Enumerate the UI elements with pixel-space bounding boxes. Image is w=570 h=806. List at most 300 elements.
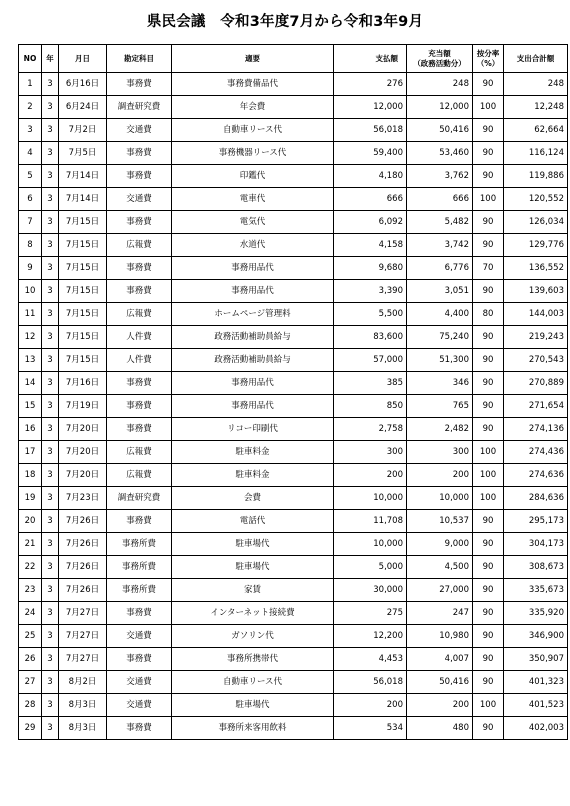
cell-account: 事務費 <box>107 142 172 165</box>
cell-date: 7月5日 <box>59 142 107 165</box>
cell-allocated: 6,776 <box>407 257 473 280</box>
cell-year: 3 <box>42 372 59 395</box>
cell-date: 7月15日 <box>59 234 107 257</box>
cell-date: 7月15日 <box>59 257 107 280</box>
cell-year: 3 <box>42 579 59 602</box>
cell-no: 28 <box>19 694 42 717</box>
cell-total: 126,034 <box>504 211 568 234</box>
cell-account: 事務費 <box>107 510 172 533</box>
cell-allocated: 53,460 <box>407 142 473 165</box>
cell-no: 23 <box>19 579 42 602</box>
cell-payment: 534 <box>334 717 407 740</box>
cell-date: 8月2日 <box>59 671 107 694</box>
cell-no: 8 <box>19 234 42 257</box>
cell-date: 6月24日 <box>59 96 107 119</box>
cell-summary: ガソリン代 <box>172 625 334 648</box>
table-row <box>19 487 568 510</box>
cell-ratio: 90 <box>473 142 504 165</box>
cell-no: 17 <box>19 441 42 464</box>
cell-year: 3 <box>42 280 59 303</box>
cell-allocated: 50,416 <box>407 119 473 142</box>
cell-summary: 駐車料金 <box>172 441 334 464</box>
cell-payment: 57,000 <box>334 349 407 372</box>
cell-date: 7月16日 <box>59 372 107 395</box>
cell-account: 事務費 <box>107 602 172 625</box>
cell-year: 3 <box>42 464 59 487</box>
cell-year: 3 <box>42 165 59 188</box>
table-row <box>19 211 568 234</box>
cell-summary: 事務用品代 <box>172 280 334 303</box>
cell-no: 11 <box>19 303 42 326</box>
cell-allocated: 3,762 <box>407 165 473 188</box>
cell-payment: 10,000 <box>334 487 407 510</box>
table-row <box>19 234 568 257</box>
cell-ratio: 90 <box>473 625 504 648</box>
cell-summary: 事務所携帯代 <box>172 648 334 671</box>
cell-total: 274,136 <box>504 418 568 441</box>
cell-year: 3 <box>42 648 59 671</box>
cell-no: 15 <box>19 395 42 418</box>
cell-allocated: 51,300 <box>407 349 473 372</box>
cell-total: 116,124 <box>504 142 568 165</box>
cell-account: 広報費 <box>107 303 172 326</box>
cell-payment: 5,000 <box>334 556 407 579</box>
cell-date: 7月27日 <box>59 648 107 671</box>
cell-no: 13 <box>19 349 42 372</box>
cell-payment: 12,200 <box>334 625 407 648</box>
cell-allocated: 50,416 <box>407 671 473 694</box>
cell-total: 335,920 <box>504 602 568 625</box>
cell-summary: 駐車場代 <box>172 533 334 556</box>
cell-payment: 5,500 <box>334 303 407 326</box>
header-row <box>19 45 568 73</box>
cell-year: 3 <box>42 556 59 579</box>
cell-total: 284,636 <box>504 487 568 510</box>
cell-summary: 年会費 <box>172 96 334 119</box>
cell-summary: 家賃 <box>172 579 334 602</box>
table-row <box>19 418 568 441</box>
cell-total: 144,003 <box>504 303 568 326</box>
ledger-body <box>19 73 568 740</box>
cell-no: 1 <box>19 73 42 96</box>
cell-year: 3 <box>42 119 59 142</box>
cell-no: 2 <box>19 96 42 119</box>
cell-total: 139,603 <box>504 280 568 303</box>
cell-summary: 電気代 <box>172 211 334 234</box>
cell-ratio: 90 <box>473 556 504 579</box>
cell-date: 7月20日 <box>59 441 107 464</box>
cell-no: 21 <box>19 533 42 556</box>
header-allocated-line1: 充当額 <box>428 48 451 58</box>
cell-date: 7月15日 <box>59 326 107 349</box>
cell-ratio: 80 <box>473 303 504 326</box>
cell-ratio: 100 <box>473 487 504 510</box>
cell-payment: 850 <box>334 395 407 418</box>
cell-allocated: 480 <box>407 717 473 740</box>
cell-account: 交通費 <box>107 188 172 211</box>
cell-no: 6 <box>19 188 42 211</box>
cell-date: 7月2日 <box>59 119 107 142</box>
table-row <box>19 556 568 579</box>
cell-account: 広報費 <box>107 441 172 464</box>
cell-no: 4 <box>19 142 42 165</box>
cell-year: 3 <box>42 257 59 280</box>
cell-account: 事務所費 <box>107 556 172 579</box>
cell-payment: 275 <box>334 602 407 625</box>
cell-no: 29 <box>19 717 42 740</box>
cell-total: 304,173 <box>504 533 568 556</box>
cell-account: 人件費 <box>107 349 172 372</box>
cell-account: 事務費 <box>107 717 172 740</box>
cell-account: 交通費 <box>107 671 172 694</box>
cell-ratio: 90 <box>473 510 504 533</box>
cell-payment: 10,000 <box>334 533 407 556</box>
cell-total: 271,654 <box>504 395 568 418</box>
cell-summary: 駐車場代 <box>172 694 334 717</box>
cell-date: 7月14日 <box>59 188 107 211</box>
cell-account: 事務費 <box>107 257 172 280</box>
cell-ratio: 90 <box>473 717 504 740</box>
cell-year: 3 <box>42 694 59 717</box>
table-row <box>19 119 568 142</box>
cell-date: 6月16日 <box>59 73 107 96</box>
cell-summary: 事務所来客用飲料 <box>172 717 334 740</box>
table-row <box>19 602 568 625</box>
cell-summary: 駐車場代 <box>172 556 334 579</box>
cell-summary: ホームページ管理料 <box>172 303 334 326</box>
cell-payment: 56,018 <box>334 119 407 142</box>
cell-date: 7月27日 <box>59 625 107 648</box>
cell-year: 3 <box>42 487 59 510</box>
cell-no: 22 <box>19 556 42 579</box>
cell-no: 16 <box>19 418 42 441</box>
cell-allocated: 200 <box>407 464 473 487</box>
cell-total: 120,552 <box>504 188 568 211</box>
cell-year: 3 <box>42 96 59 119</box>
cell-payment: 4,158 <box>334 234 407 257</box>
cell-allocated: 4,500 <box>407 556 473 579</box>
cell-account: 事務費 <box>107 372 172 395</box>
header-no: NO <box>19 45 42 73</box>
table-row <box>19 165 568 188</box>
cell-account: 広報費 <box>107 234 172 257</box>
header-account: 勘定科目 <box>107 45 172 73</box>
cell-allocated: 75,240 <box>407 326 473 349</box>
cell-date: 7月20日 <box>59 418 107 441</box>
cell-allocated: 346 <box>407 372 473 395</box>
cell-allocated: 10,537 <box>407 510 473 533</box>
table-row <box>19 349 568 372</box>
cell-allocated: 12,000 <box>407 96 473 119</box>
cell-allocated: 4,400 <box>407 303 473 326</box>
cell-no: 3 <box>19 119 42 142</box>
table-row <box>19 625 568 648</box>
cell-summary: インターネット接続費 <box>172 602 334 625</box>
cell-no: 10 <box>19 280 42 303</box>
cell-date: 7月23日 <box>59 487 107 510</box>
cell-summary: 印鑑代 <box>172 165 334 188</box>
table-row <box>19 717 568 740</box>
cell-payment: 59,400 <box>334 142 407 165</box>
cell-year: 3 <box>42 349 59 372</box>
cell-ratio: 100 <box>473 694 504 717</box>
cell-year: 3 <box>42 73 59 96</box>
cell-payment: 276 <box>334 73 407 96</box>
cell-allocated: 5,482 <box>407 211 473 234</box>
table-row <box>19 671 568 694</box>
cell-summary: 電話代 <box>172 510 334 533</box>
cell-no: 18 <box>19 464 42 487</box>
cell-date: 7月15日 <box>59 303 107 326</box>
cell-total: 136,552 <box>504 257 568 280</box>
table-row <box>19 579 568 602</box>
cell-total: 274,636 <box>504 464 568 487</box>
cell-total: 401,523 <box>504 694 568 717</box>
cell-payment: 200 <box>334 694 407 717</box>
cell-ratio: 90 <box>473 579 504 602</box>
cell-account: 調査研究費 <box>107 96 172 119</box>
table-row <box>19 188 568 211</box>
cell-allocated: 3,742 <box>407 234 473 257</box>
cell-summary: 自動車リース代 <box>172 671 334 694</box>
cell-ratio: 90 <box>473 280 504 303</box>
cell-allocated: 10,980 <box>407 625 473 648</box>
cell-total: 62,664 <box>504 119 568 142</box>
cell-year: 3 <box>42 441 59 464</box>
cell-account: 交通費 <box>107 119 172 142</box>
cell-date: 7月14日 <box>59 165 107 188</box>
cell-summary: 自動車リース代 <box>172 119 334 142</box>
cell-year: 3 <box>42 142 59 165</box>
header-payment: 支払額 <box>334 45 407 73</box>
cell-payment: 6,092 <box>334 211 407 234</box>
cell-year: 3 <box>42 234 59 257</box>
cell-ratio: 90 <box>473 326 504 349</box>
cell-summary: 会費 <box>172 487 334 510</box>
cell-account: 調査研究費 <box>107 487 172 510</box>
cell-date: 7月26日 <box>59 579 107 602</box>
cell-allocated: 765 <box>407 395 473 418</box>
cell-no: 9 <box>19 257 42 280</box>
cell-account: 広報費 <box>107 464 172 487</box>
cell-account: 交通費 <box>107 694 172 717</box>
cell-year: 3 <box>42 211 59 234</box>
cell-ratio: 100 <box>473 464 504 487</box>
header-ratio <box>473 45 504 73</box>
table-row <box>19 372 568 395</box>
cell-allocated: 666 <box>407 188 473 211</box>
cell-total: 295,173 <box>504 510 568 533</box>
cell-no: 20 <box>19 510 42 533</box>
header-year: 年 <box>42 45 59 73</box>
cell-payment: 30,000 <box>334 579 407 602</box>
cell-date: 7月15日 <box>59 349 107 372</box>
cell-payment: 12,000 <box>334 96 407 119</box>
cell-total: 119,886 <box>504 165 568 188</box>
cell-year: 3 <box>42 418 59 441</box>
cell-no: 27 <box>19 671 42 694</box>
cell-payment: 56,018 <box>334 671 407 694</box>
cell-ratio: 90 <box>473 119 504 142</box>
header-date: 月日 <box>59 45 107 73</box>
cell-year: 3 <box>42 326 59 349</box>
cell-allocated: 200 <box>407 694 473 717</box>
cell-ratio: 100 <box>473 188 504 211</box>
cell-year: 3 <box>42 671 59 694</box>
cell-ratio: 90 <box>473 671 504 694</box>
cell-no: 14 <box>19 372 42 395</box>
cell-no: 24 <box>19 602 42 625</box>
cell-date: 7月20日 <box>59 464 107 487</box>
table-row <box>19 510 568 533</box>
cell-summary: 駐車料金 <box>172 464 334 487</box>
cell-allocated: 2,482 <box>407 418 473 441</box>
cell-payment: 11,708 <box>334 510 407 533</box>
table-row <box>19 326 568 349</box>
cell-date: 7月19日 <box>59 395 107 418</box>
cell-account: 事務費 <box>107 280 172 303</box>
cell-total: 270,543 <box>504 349 568 372</box>
cell-ratio: 90 <box>473 73 504 96</box>
cell-total: 248 <box>504 73 568 96</box>
header-ratio-line1: 按分率 <box>476 48 500 58</box>
cell-summary: 事務用品代 <box>172 372 334 395</box>
table-row <box>19 303 568 326</box>
cell-allocated: 3,051 <box>407 280 473 303</box>
header-ratio-line2: （%） <box>476 58 500 68</box>
cell-total: 270,889 <box>504 372 568 395</box>
cell-no: 25 <box>19 625 42 648</box>
cell-summary: 事務用品代 <box>172 395 334 418</box>
table-row <box>19 96 568 119</box>
cell-total: 219,243 <box>504 326 568 349</box>
cell-year: 3 <box>42 303 59 326</box>
header-allocated-line2: （政務活動分） <box>413 58 466 68</box>
cell-ratio: 90 <box>473 602 504 625</box>
cell-payment: 4,180 <box>334 165 407 188</box>
cell-ratio: 90 <box>473 395 504 418</box>
cell-year: 3 <box>42 510 59 533</box>
cell-date: 7月15日 <box>59 211 107 234</box>
cell-ratio: 90 <box>473 234 504 257</box>
cell-payment: 83,600 <box>334 326 407 349</box>
cell-total: 402,003 <box>504 717 568 740</box>
cell-year: 3 <box>42 625 59 648</box>
cell-allocated: 248 <box>407 73 473 96</box>
cell-ratio: 90 <box>473 165 504 188</box>
table-row <box>19 257 568 280</box>
cell-allocated: 9,000 <box>407 533 473 556</box>
table-row <box>19 142 568 165</box>
cell-no: 26 <box>19 648 42 671</box>
cell-account: 事務所費 <box>107 533 172 556</box>
cell-ratio: 90 <box>473 372 504 395</box>
cell-summary: 電車代 <box>172 188 334 211</box>
cell-year: 3 <box>42 602 59 625</box>
cell-total: 350,907 <box>504 648 568 671</box>
cell-no: 19 <box>19 487 42 510</box>
cell-allocated: 4,007 <box>407 648 473 671</box>
cell-payment: 385 <box>334 372 407 395</box>
cell-date: 8月3日 <box>59 717 107 740</box>
table-row <box>19 73 568 96</box>
cell-payment: 3,390 <box>334 280 407 303</box>
cell-total: 401,323 <box>504 671 568 694</box>
cell-date: 7月27日 <box>59 602 107 625</box>
table-row <box>19 694 568 717</box>
cell-summary: 政務活動補助員給与 <box>172 326 334 349</box>
cell-summary: リコー印刷代 <box>172 418 334 441</box>
cell-account: 事務費 <box>107 73 172 96</box>
cell-account: 事務費 <box>107 211 172 234</box>
header-allocated <box>407 45 473 73</box>
cell-total: 346,900 <box>504 625 568 648</box>
cell-ratio: 90 <box>473 418 504 441</box>
table-row <box>19 395 568 418</box>
cell-summary: 政務活動補助員給与 <box>172 349 334 372</box>
table-row <box>19 533 568 556</box>
cell-total: 12,248 <box>504 96 568 119</box>
cell-no: 5 <box>19 165 42 188</box>
cell-allocated: 10,000 <box>407 487 473 510</box>
table-row <box>19 280 568 303</box>
cell-no: 12 <box>19 326 42 349</box>
cell-year: 3 <box>42 188 59 211</box>
cell-year: 3 <box>42 533 59 556</box>
cell-total: 274,436 <box>504 441 568 464</box>
cell-allocated: 27,000 <box>407 579 473 602</box>
cell-ratio: 100 <box>473 96 504 119</box>
cell-date: 7月15日 <box>59 280 107 303</box>
cell-ratio: 70 <box>473 257 504 280</box>
cell-payment: 9,680 <box>334 257 407 280</box>
cell-total: 308,673 <box>504 556 568 579</box>
cell-no: 7 <box>19 211 42 234</box>
cell-year: 3 <box>42 717 59 740</box>
cell-account: 事務所費 <box>107 579 172 602</box>
cell-account: 事務費 <box>107 648 172 671</box>
cell-payment: 4,453 <box>334 648 407 671</box>
cell-ratio: 90 <box>473 533 504 556</box>
cell-payment: 666 <box>334 188 407 211</box>
cell-ratio: 90 <box>473 349 504 372</box>
cell-date: 7月26日 <box>59 533 107 556</box>
table-row <box>19 648 568 671</box>
cell-year: 3 <box>42 395 59 418</box>
cell-summary: 事務費備品代 <box>172 73 334 96</box>
cell-ratio: 100 <box>473 441 504 464</box>
header-total: 支出合計額 <box>504 45 568 73</box>
cell-payment: 300 <box>334 441 407 464</box>
cell-allocated: 300 <box>407 441 473 464</box>
table-row <box>19 441 568 464</box>
cell-date: 8月3日 <box>59 694 107 717</box>
cell-account: 事務費 <box>107 395 172 418</box>
cell-account: 事務費 <box>107 418 172 441</box>
cell-account: 事務費 <box>107 165 172 188</box>
cell-summary: 事務機器リース代 <box>172 142 334 165</box>
cell-allocated: 247 <box>407 602 473 625</box>
cell-ratio: 90 <box>473 211 504 234</box>
expense-ledger-table <box>18 44 568 740</box>
cell-date: 7月26日 <box>59 556 107 579</box>
document-title: 県民会議 令和3年度7月から令和3年9月 <box>146 14 424 30</box>
cell-payment: 200 <box>334 464 407 487</box>
header-summary: 適要 <box>172 45 334 73</box>
cell-summary: 事務用品代 <box>172 257 334 280</box>
cell-total: 335,673 <box>504 579 568 602</box>
cell-total: 129,776 <box>504 234 568 257</box>
